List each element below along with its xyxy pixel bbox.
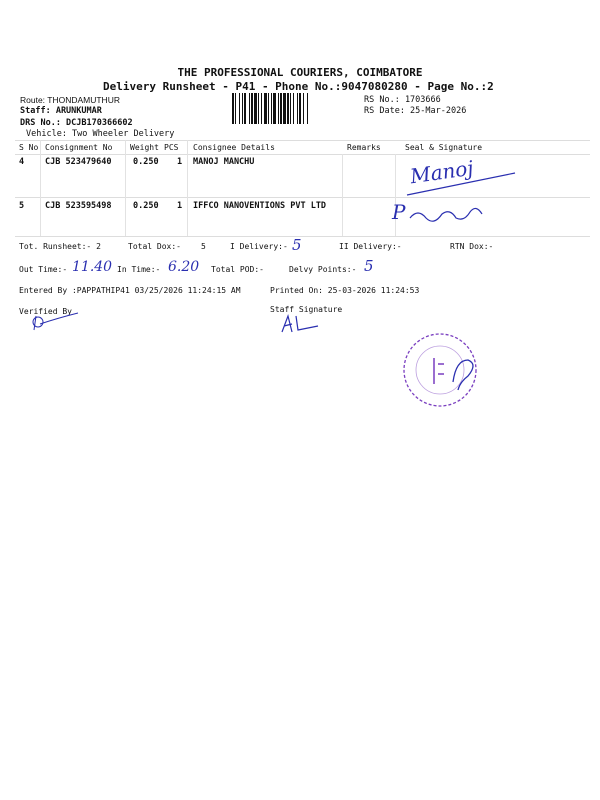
col-pcs: PCS bbox=[164, 143, 179, 152]
in-time-label: In Time:- bbox=[117, 265, 161, 274]
staff: Staff: ARUNKUMAR bbox=[20, 106, 102, 116]
barcode bbox=[232, 93, 362, 124]
col-remarks: Remarks bbox=[347, 143, 381, 152]
col-seal-signature: Seal & Signature bbox=[405, 143, 483, 152]
route: Route: THONDAMUTHUR bbox=[20, 95, 120, 105]
col-sno: S No bbox=[19, 143, 39, 152]
row-weight: 0.250 bbox=[133, 201, 159, 211]
col-weight: Weight bbox=[130, 143, 159, 152]
col-consignee: Consignee Details bbox=[193, 143, 275, 152]
entered-by: Entered By :PAPPATHIP41 03/25/2026 11:24:15 AM bbox=[19, 286, 241, 295]
row-sno: 4 bbox=[19, 157, 25, 167]
row-consignment: CJB 523595498 bbox=[45, 201, 112, 211]
rs-date: RS Date: 25-Mar-2026 bbox=[364, 106, 467, 116]
office-stamp bbox=[398, 330, 498, 410]
total-dox-value: 5 bbox=[201, 242, 206, 251]
row-weight: 0.250 bbox=[133, 157, 159, 167]
company-title: THE PROFESSIONAL COURIERS, COIMBATORE bbox=[177, 66, 423, 79]
runsheet-subtitle: Delivery Runsheet - P41 - Phone No.:9047080280 - Page No.:2 bbox=[103, 80, 494, 93]
receiver-signature: Manoj bbox=[408, 155, 475, 189]
row-consignment: CJB 523479640 bbox=[45, 157, 112, 167]
signature-stroke bbox=[405, 200, 495, 230]
staff-signature-label: Staff Signature bbox=[270, 305, 343, 314]
i-delivery-label: I Delivery:- bbox=[230, 242, 288, 251]
staff-signature bbox=[278, 312, 328, 336]
receiver-signature: P bbox=[392, 200, 406, 224]
out-time-label: Out Time:- bbox=[19, 265, 68, 274]
total-dox-label: Total Dox:- bbox=[128, 242, 181, 251]
vehicle: Vehicle: Two Wheeler Delivery bbox=[26, 129, 175, 139]
ii-delivery-label: II Delivery:- bbox=[339, 242, 402, 251]
delvy-points-value: 5 bbox=[364, 257, 374, 275]
tot-runsheet: Tot. Runsheet:- 2 bbox=[19, 242, 101, 251]
drs-no: DRS No.: DCJB170366602 bbox=[20, 118, 133, 128]
total-pod-label: Total POD:- bbox=[211, 265, 264, 274]
row-pcs: 1 bbox=[177, 201, 183, 211]
rs-no: RS No.: 1703666 bbox=[364, 95, 441, 105]
row-consignee: MANOJ MANCHU bbox=[193, 157, 255, 167]
delvy-points-label: Delvy Points:- bbox=[289, 265, 357, 274]
col-consignment: Consignment No bbox=[45, 143, 113, 152]
out-time-value: 11.40 bbox=[72, 259, 113, 275]
row-pcs: 1 bbox=[177, 157, 183, 167]
signature-stroke bbox=[395, 165, 525, 205]
i-delivery-value: 5 bbox=[292, 236, 302, 254]
verified-by-label: Verified By bbox=[19, 307, 72, 316]
row-sno: 5 bbox=[19, 201, 25, 211]
rtn-dox-label: RTN Dox:- bbox=[450, 242, 494, 251]
in-time-value: 6.20 bbox=[168, 259, 200, 275]
row-consignee: IFFCO NANOVENTIONS PVT LTD bbox=[193, 201, 327, 211]
printed-on: Printed On: 25-03-2026 11:24:53 bbox=[270, 286, 420, 295]
verifier-signature bbox=[28, 310, 88, 332]
